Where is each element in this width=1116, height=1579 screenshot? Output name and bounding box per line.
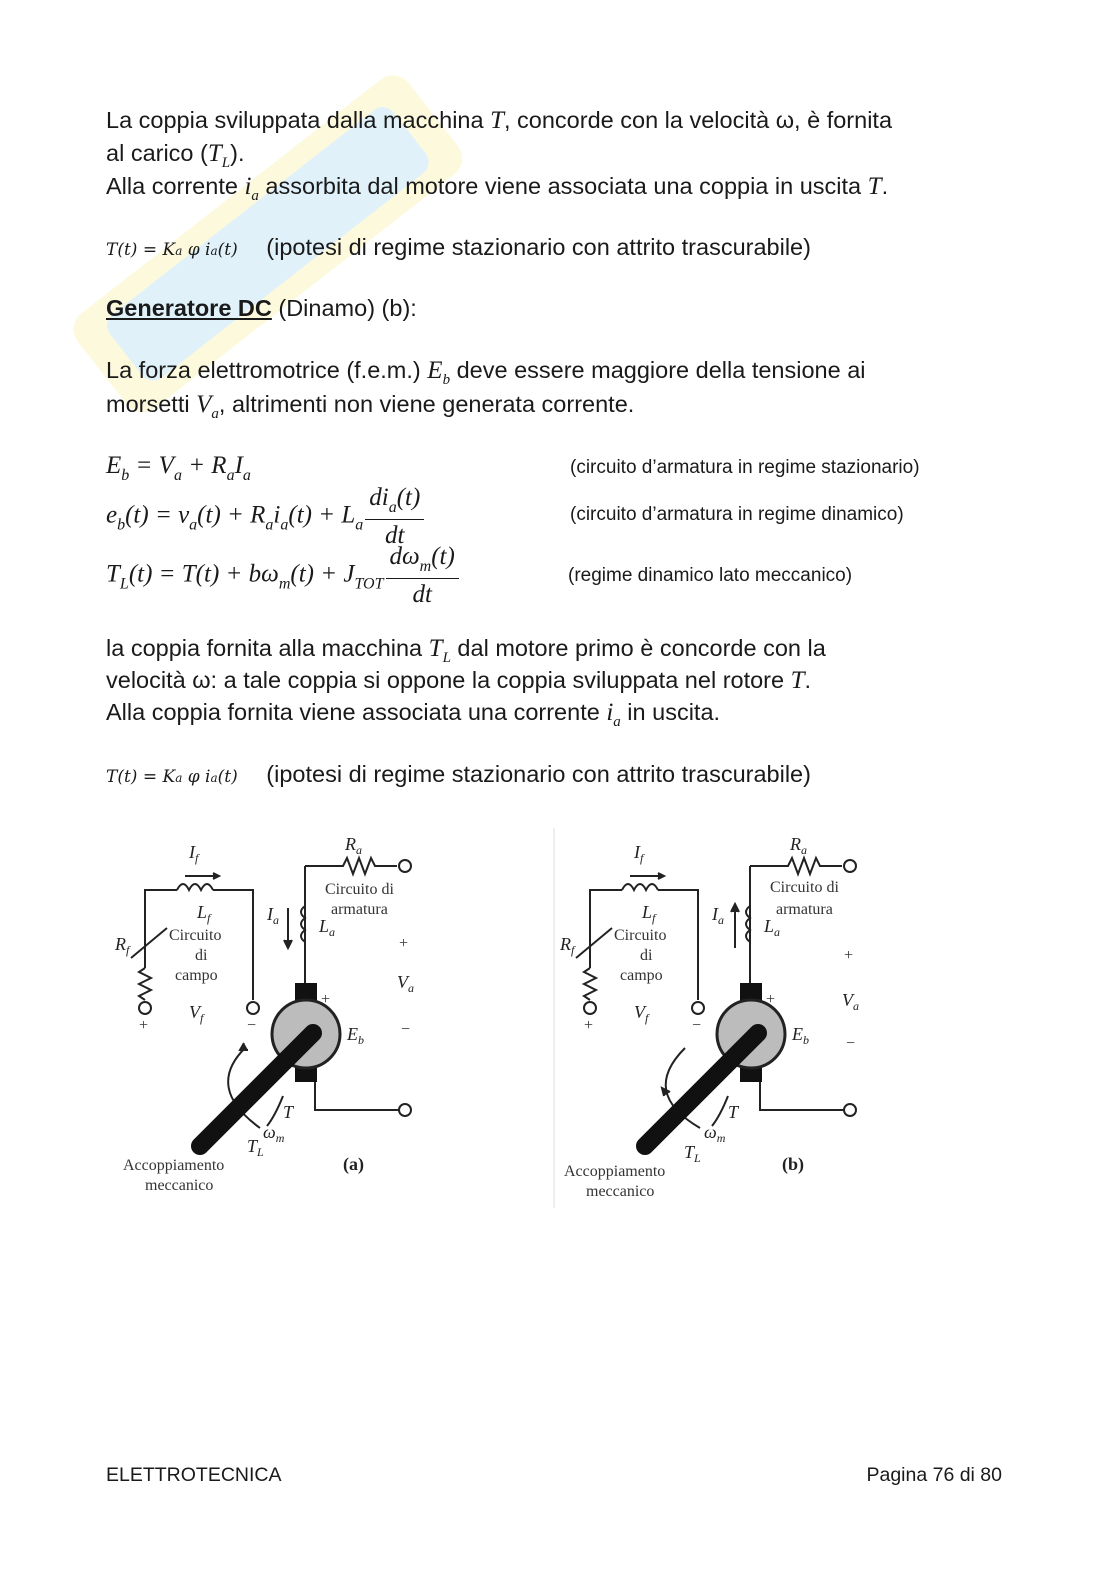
svg-text:−: − [692,1017,702,1034]
label-if: $I_f$ [189,842,199,865]
paragraph-1-line-1: La coppia sviluppata dalla macchina T, concorde con la velocità ω, è fornita [106,107,893,134]
svg-text:Rf: $R_f$ [560,934,575,957]
label-tl: $T_L$ [247,1136,264,1159]
svg-text:If: $I_f$ [634,842,644,865]
label-va: $V_a$ [397,972,414,995]
footer-page-number: Pagina 76 di 80 [866,1464,1002,1486]
figure-b-caption: (b) [782,1154,804,1174]
svg-text:−: − [247,1017,257,1034]
svg-text:+: + [139,1017,149,1034]
label-t: T [283,1102,294,1122]
label-lf: $L_f$ [197,902,211,925]
paragraph-3-line-1: la coppia fornita alla macchina $T_L$ dal motore primo è concorde con la [106,635,826,666]
svg-text:Accoppiamento: Accoppiamento [564,1163,666,1180]
svg-text:+: + [321,991,331,1008]
equation-1-note: (circuito d’armatura in regime stazionario) [570,457,920,478]
svg-text:meccanico: meccanico [586,1183,655,1200]
svg-text:armatura: armatura [776,901,833,918]
svg-text:meccanico: meccanico [145,1177,214,1194]
equation-steady-state: $E_b = V_a + R_aI_a$ [106,452,251,484]
paragraph-3-line-3: Alla coppia fornita viene associata una corrente $i_a$ in uscita. [106,699,721,730]
svg-text:La: $L_a$ [764,916,781,939]
label-ia: $I_a$ [267,904,279,927]
equation-dynamic-mechanical: $T_L(t) = T(t) + b\omega_m(t) + J_{TOT}$ $\frac{d\omega_m(t)}{dt}$ [106,543,459,609]
torque-formula-1: T(t) = Ka φ ia(t) (ipotesi di regime stazionario con attrito trascurabile) [106,234,811,260]
paragraph-1-line-2: al carico $(T_L)$. [106,140,245,171]
equation-3-note: (regime dinamico lato meccanico) [568,565,853,586]
svg-text:−: − [846,1035,856,1052]
svg-text:di: di [640,947,653,964]
section-heading: Generatore DC (Dinamo) (b): [106,295,417,321]
svg-text:Accoppiamento: Accoppiamento [123,1157,225,1174]
label-wm: $\omega_m$ [263,1122,285,1145]
svg-text:Circuito: Circuito [169,927,222,944]
svg-text:T: T [728,1102,739,1122]
svg-text:Va: $V_a$ [842,990,859,1013]
paragraph-2-line-2: morsetti $V_a$, altrimenti non viene generata corrente. [106,391,635,422]
svg-text:ωm: $\omega_m$ [704,1122,726,1145]
svg-text:Eb: $E_b$ [792,1024,809,1047]
label-eb: $E_b$ [347,1024,364,1047]
figure-a-caption: (a) [343,1154,364,1174]
svg-text:di: di [195,947,208,964]
svg-text:armatura: armatura [331,901,388,918]
equation-dynamic-armature: $e_b(t) = v_a(t) + R_ai_a(t) + L_a$ $\frac{di_a(t)}{dt}$ [106,484,424,550]
svg-text:Ia: $I_a$ [712,904,724,927]
footer-course-title: ELETTROTECNICA [106,1464,282,1486]
paragraph-2-line-1: La forza elettromotrice (f.e.m.) $E_b$ deve essere maggiore della tensione ai [106,357,866,388]
torque-formula-2: T(t) = Ka φ ia(t) (ipotesi di regime stazionario con attrito trascurabile) [106,761,811,787]
dc-machine-diagram-motor [105,828,435,1208]
svg-text:+: + [844,947,854,964]
paragraph-1-line-3: Alla corrente $i_a$ assorbita dal motore viene associata una coppia in uscita T. [106,173,889,204]
label-rf: $R_f$ [115,934,130,957]
svg-text:+: + [766,991,776,1008]
svg-text:Circuito di: Circuito di [770,879,839,896]
paragraph-3-line-2: velocità ω: a tale coppia si oppone la coppia sviluppata nel rotore T. [106,667,812,694]
equation-2-note: (circuito d’armatura in regime dinamico) [570,504,904,525]
svg-text:Ra: $R_a$ [790,834,807,857]
svg-text:Circuito: Circuito [614,927,667,944]
label-ra: $R_a$ [345,834,362,857]
svg-text:Circuito di: Circuito di [325,881,394,898]
svg-text:campo: campo [175,967,218,984]
svg-text:−: − [401,1021,411,1038]
svg-text:TL: $T_L$ [684,1142,701,1165]
label-vf: $V_f$ [189,1002,204,1025]
svg-text:Lf: $L_f$ [642,902,656,925]
svg-text:+: + [584,1017,594,1034]
dc-machine-diagram-generator [550,828,880,1208]
svg-text:Vf: $V_f$ [634,1002,649,1025]
svg-text:+: + [399,935,409,952]
label-la: $L_a$ [319,916,336,939]
svg-text:campo: campo [620,967,663,984]
